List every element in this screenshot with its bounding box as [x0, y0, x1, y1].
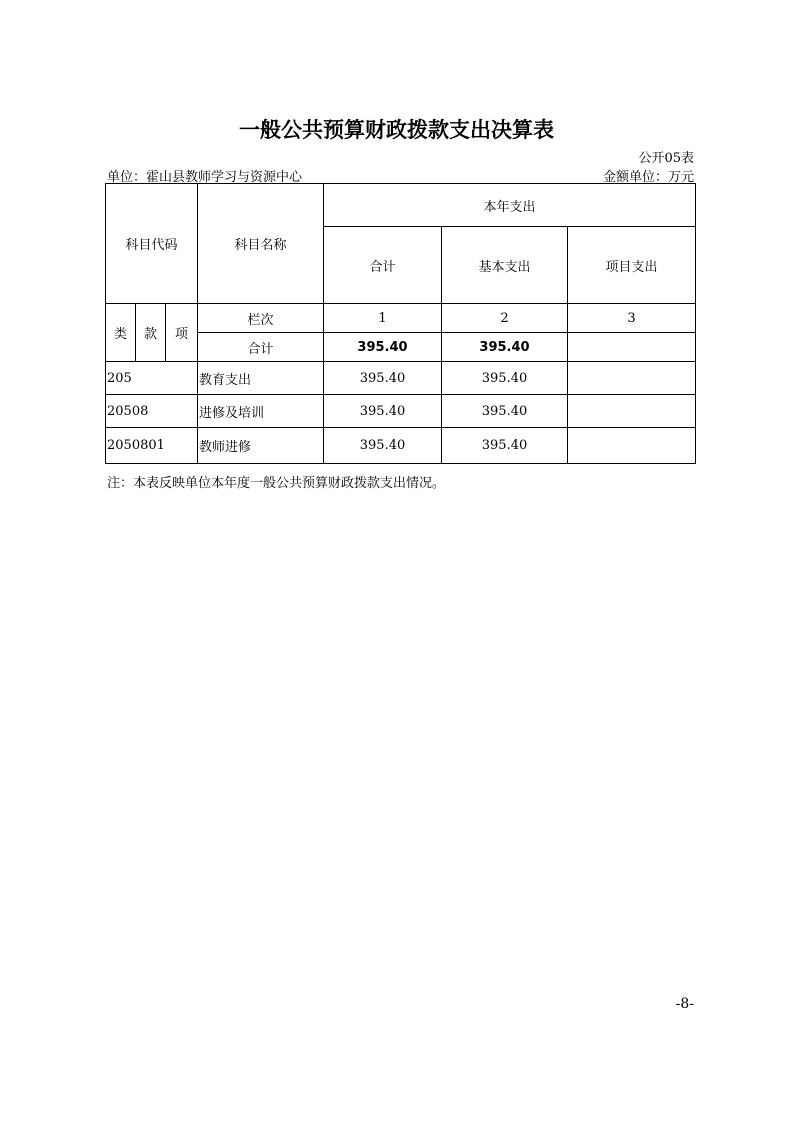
- row-total: 395.40: [324, 428, 442, 464]
- header-year-expense: 本年支出: [324, 184, 696, 227]
- header-xiang: 项: [166, 304, 198, 362]
- total-row-total: 395.40: [324, 333, 442, 362]
- row-basic: 395.40: [442, 428, 568, 464]
- row-total: 395.40: [324, 362, 442, 395]
- row-code: 2050801: [106, 428, 198, 464]
- table-note: 注：本表反映单位本年度一般公共预算财政拨款支出情况。: [107, 476, 446, 491]
- header-basic: 基本支出: [442, 227, 568, 304]
- table-row: [106, 428, 696, 464]
- total-row-project: [568, 333, 696, 362]
- header-subject-name: 科目名称: [198, 184, 324, 304]
- column-number-label: 栏次: [198, 304, 324, 333]
- header-project: 项目支出: [568, 227, 696, 304]
- header-subject-code: 科目代码: [106, 184, 198, 304]
- row-project: [568, 395, 696, 428]
- header-lei: 类: [106, 304, 136, 362]
- total-row-basic: 395.40: [442, 333, 568, 362]
- header-total: 合计: [324, 227, 442, 304]
- row-basic: 395.40: [442, 395, 568, 428]
- row-name: 教师进修: [198, 428, 324, 464]
- unit-label: 单位：霍山县教师学习与资源中心: [107, 170, 303, 185]
- expense-table: [105, 183, 696, 464]
- row-name: 教育支出: [198, 362, 324, 395]
- money-unit-label: 金额单位：万元: [602, 170, 694, 185]
- table-row: [106, 362, 696, 395]
- row-code: 205: [106, 362, 198, 395]
- row-total: 395.40: [324, 395, 442, 428]
- row-name: 进修及培训: [198, 395, 324, 428]
- row-code: 20508: [106, 395, 198, 428]
- total-row-label: 合计: [198, 333, 324, 362]
- column-number-3: 3: [568, 304, 696, 333]
- document-title: 一般公共预算财政拨款支出决算表: [239, 118, 554, 142]
- table-row: [106, 395, 696, 428]
- row-basic: 395.40: [442, 362, 568, 395]
- row-project: [568, 362, 696, 395]
- form-number: 公开05表: [638, 151, 694, 166]
- column-number-1: 1: [324, 304, 442, 333]
- column-number-2: 2: [442, 304, 568, 333]
- row-project: [568, 428, 696, 464]
- page-number: -8-: [675, 996, 694, 1012]
- header-kuan: 款: [136, 304, 166, 362]
